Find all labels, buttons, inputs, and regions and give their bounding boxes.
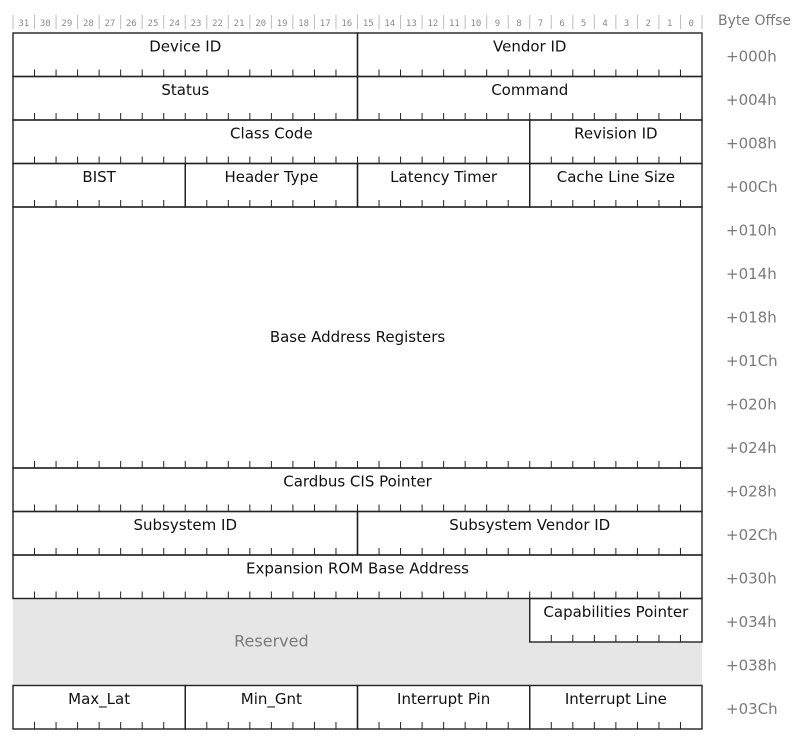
bit-label: 14: [384, 19, 396, 29]
byte-offset-label: +00Ch: [726, 177, 778, 196]
bit-label: 1: [666, 19, 673, 29]
class-code-label: Class Code: [230, 124, 313, 143]
byte-offset-label: +030h: [726, 569, 777, 588]
reserved-label: Reserved: [234, 631, 309, 651]
subsystem-id-field: [13, 512, 358, 556]
byte-offset-label: +004h: [726, 90, 777, 109]
byte-offset-label: +034h: [726, 612, 777, 631]
interrupt-line-field: [530, 686, 702, 730]
bist-label: BIST: [82, 168, 116, 186]
bit-label: 25: [147, 19, 159, 29]
status-field: [13, 77, 358, 121]
base-address-registers-label: Base Address Registers: [269, 328, 446, 346]
bit-label: 15: [362, 19, 374, 29]
bit-label: 3: [623, 19, 630, 29]
bit-number-header: [13, 15, 702, 29]
bit-label: 20: [255, 19, 267, 29]
bit-label: 27: [104, 19, 116, 29]
bit-label: 30: [39, 19, 51, 29]
byte-offset-label: +01Ch: [726, 351, 778, 370]
cardbus-cis-pointer-label: Cardbus CIS Pointer: [283, 472, 432, 491]
byte-offset-column: [718, 13, 791, 718]
latency-timer-field: [358, 164, 530, 208]
bist-field: [13, 164, 185, 208]
header-type-field: [185, 164, 357, 208]
bit-label: 31: [18, 19, 30, 29]
byte-offset-label: +010h: [726, 221, 777, 240]
vendor-id-label: Vendor ID: [493, 37, 567, 56]
bit-label: 18: [298, 19, 310, 29]
bit-label: 23: [190, 19, 202, 29]
capabilities-pointer-field: [530, 599, 702, 643]
interrupt-pin-field: [358, 686, 530, 730]
bit-label: 6: [559, 19, 565, 29]
byte-offset-label: +03Ch: [726, 699, 778, 718]
min-gnt-label: Min_Gnt: [240, 690, 302, 708]
header-type-label: Header Type: [224, 168, 319, 186]
interrupt-pin-label: Interrupt Pin: [397, 690, 491, 708]
byte-offset-label: +000h: [726, 47, 777, 66]
byte-offset-label: +038h: [726, 656, 777, 675]
cache-line-size-label: Cache Line Size: [556, 168, 675, 186]
subsystem-id-label: Subsystem ID: [133, 516, 238, 534]
min-gnt-field: [185, 686, 357, 730]
expansion-rom-base-address-label: Expansion ROM Base Address: [246, 559, 469, 578]
latency-timer-label: Latency Timer: [390, 168, 498, 186]
byte-offset-label: +008h: [726, 134, 777, 153]
bit-label: 24: [169, 19, 180, 29]
bit-label: 19: [276, 19, 288, 29]
byte-offset-label: +014h: [726, 264, 777, 283]
byte-offset-label: +024h: [726, 438, 777, 457]
bit-label: 21: [233, 19, 245, 29]
bit-label: 0: [688, 19, 694, 29]
bit-label: 8: [516, 19, 522, 29]
byte-offset-header: Byte Offse: [718, 13, 792, 29]
subsystem-vendor-id-label: Subsystem Vendor ID: [449, 516, 611, 534]
bit-label: 29: [61, 19, 73, 29]
device-id-label: Device ID: [149, 37, 222, 56]
bit-label: 12: [427, 19, 439, 29]
vendor-id-field: [358, 33, 703, 77]
cardbus-cis-pointer-field: [13, 468, 702, 512]
revision-id-field: [530, 120, 702, 164]
interrupt-line-label: Interrupt Line: [564, 690, 667, 708]
command-field: [358, 77, 703, 121]
status-label: Status: [161, 81, 210, 99]
bit-label: 10: [470, 19, 482, 29]
device-id-field: [13, 33, 358, 77]
byte-offset-label: +02Ch: [726, 525, 778, 544]
subsystem-vendor-id-field: [358, 512, 703, 556]
base-address-registers-field: [13, 207, 702, 468]
byte-offset-label: +020h: [726, 395, 777, 414]
bit-label: 28: [82, 19, 94, 29]
bit-label: 16: [341, 19, 353, 29]
byte-offset-label: +028h: [726, 482, 777, 501]
bit-label: 4: [602, 19, 608, 29]
cache-line-size-field: [530, 164, 702, 208]
bit-label: 26: [126, 19, 137, 29]
revision-id-label: Revision ID: [574, 124, 658, 143]
byte-offset-label: +018h: [726, 308, 777, 327]
bit-label: 22: [212, 19, 223, 29]
bit-label: 7: [537, 19, 544, 29]
capabilities-pointer-label: Capabilities Pointer: [543, 603, 689, 621]
bit-label: 2: [645, 19, 651, 29]
bit-label: 17: [319, 19, 331, 29]
max-lat-label: Max_Lat: [68, 690, 131, 708]
bit-label: 9: [494, 19, 501, 29]
bit-label: 13: [405, 19, 417, 29]
max-lat-field: [13, 686, 185, 730]
expansion-rom-base-address-field: [13, 555, 702, 599]
class-code-field: [13, 120, 530, 164]
command-label: Command: [491, 81, 569, 99]
bit-label: 5: [580, 19, 587, 29]
bit-label: 11: [448, 19, 460, 29]
